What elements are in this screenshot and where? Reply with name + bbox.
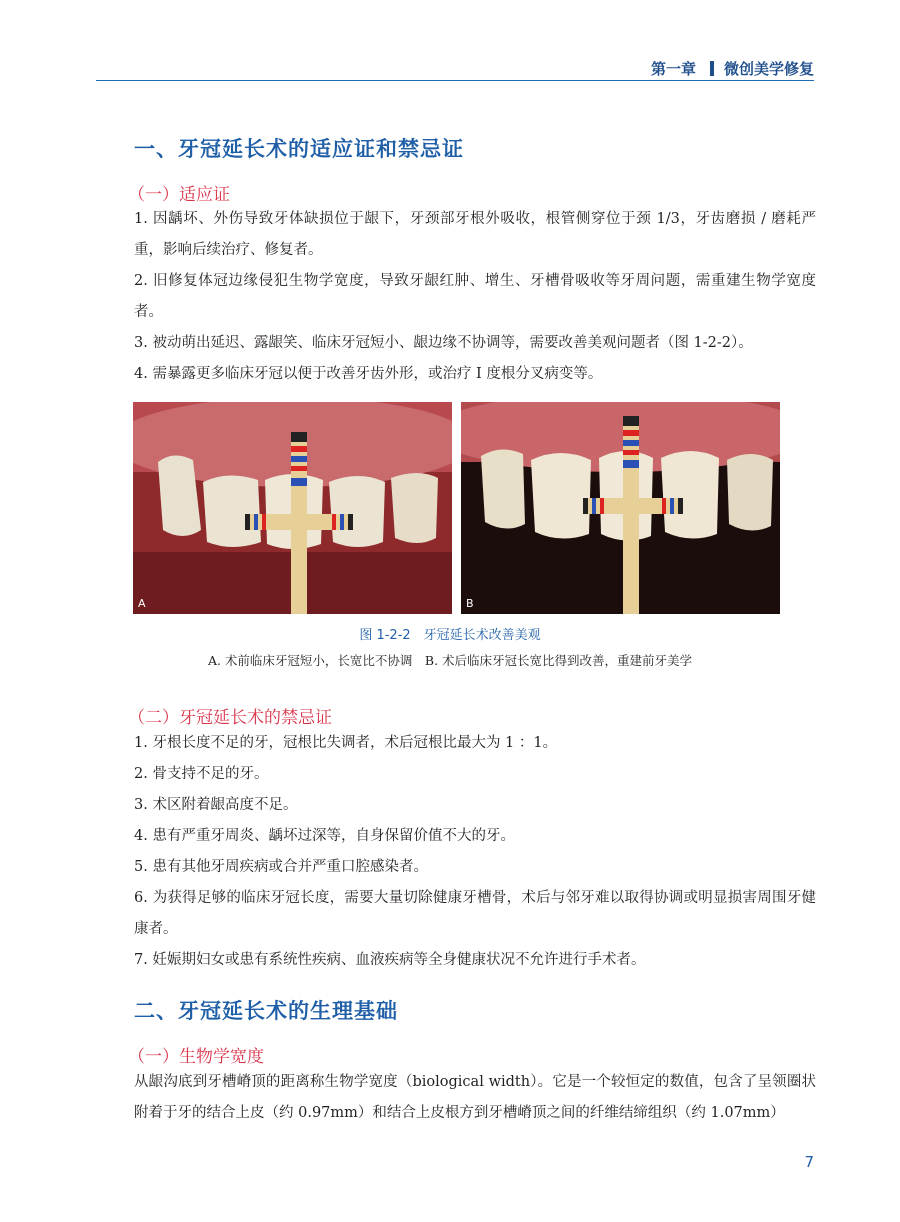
header-rule bbox=[96, 80, 814, 81]
figure-photo-a bbox=[133, 402, 452, 614]
chapter-title: 微创美学修复 bbox=[723, 60, 814, 78]
subsection-heading: （二）牙冠延长术的禁忌证 bbox=[128, 708, 332, 728]
paragraph: 4. 需暴露更多临床牙冠以便于改善牙齿外形，或治疗 Ⅰ 度根分叉病变等。 bbox=[134, 366, 603, 382]
paragraph: 3. 术区附着龈高度不足。 bbox=[134, 797, 298, 813]
figure-caption: A. 术前临床牙冠短小，长宽比不协调 B. 术后临床牙冠长宽比得到改善，重建前牙美学 bbox=[207, 653, 693, 668]
chapter-label: 第一章 bbox=[650, 60, 696, 78]
paragraph: 4. 患有严重牙周炎、龋坏过深等，自身保留价值不大的牙。 bbox=[134, 828, 515, 844]
section-heading: 一、牙冠延长术的适应证和禁忌证 bbox=[134, 137, 464, 161]
paragraph: 5. 患有其他牙周疾病或合并严重口腔感染者。 bbox=[134, 859, 428, 875]
paragraph: 2. 旧修复体冠边缘侵犯生物学宽度，导致牙龈红肿、增生、牙槽骨吸收等牙周问题，需重建生物学宽度者。 bbox=[134, 273, 816, 320]
page-number: 7 bbox=[804, 1153, 814, 1171]
subsection-heading: （一）适应证 bbox=[128, 185, 230, 205]
paragraph: 3. 被动萌出延迟、露龈笑、临床牙冠短小、龈边缘不协调等，需要改善美观问题者（图 1-2-2）。 bbox=[134, 335, 753, 351]
subsection-heading: （一）生物学宽度 bbox=[128, 1047, 264, 1067]
paragraph: 6. 为获得足够的临床牙冠长度，需要大量切除健康牙槽骨，术后与邻牙难以取得协调或明显损害周围牙健康者。 bbox=[134, 890, 816, 937]
paragraph: 7. 妊娠期妇女或患有系统性疾病、血液疾病等全身健康状况不允许进行手术者。 bbox=[134, 952, 646, 968]
paragraph: 1. 牙根长度不足的牙，冠根比失调者，术后冠根比最大为 1 ：1。 bbox=[134, 735, 558, 751]
panel-label-b: B bbox=[466, 597, 474, 610]
teeth-before-image bbox=[133, 402, 452, 614]
paragraph: 1. 因龋坏、外伤导致牙体缺损位于龈下，牙颈部牙根外吸收，根管侧穿位于颈 1/3，牙齿磨损 / 磨耗严重，影响后续治疗、修复者。 bbox=[134, 211, 816, 258]
panel-label-a: A bbox=[138, 597, 146, 610]
section-heading: 二、牙冠延长术的生理基础 bbox=[134, 999, 398, 1023]
figure-title: 图 1-2-2 牙冠延长术改善美观 bbox=[359, 628, 541, 643]
running-head bbox=[96, 58, 814, 79]
paragraph: 2. 骨支持不足的牙。 bbox=[134, 766, 269, 782]
figure-photo-b bbox=[461, 402, 780, 614]
divider-bar bbox=[710, 61, 714, 76]
paragraph: 从龈沟底到牙槽嵴顶的距离称生物学宽度（biological width）。它是一个较恒定的数值，包含了呈领圈状附着于牙的结合上皮（约 0.97mm）和结合上皮根方到牙槽嵴顶之间的纤维结缔组织（约 1.07mm） bbox=[134, 1074, 816, 1121]
teeth-after-image bbox=[461, 402, 780, 614]
